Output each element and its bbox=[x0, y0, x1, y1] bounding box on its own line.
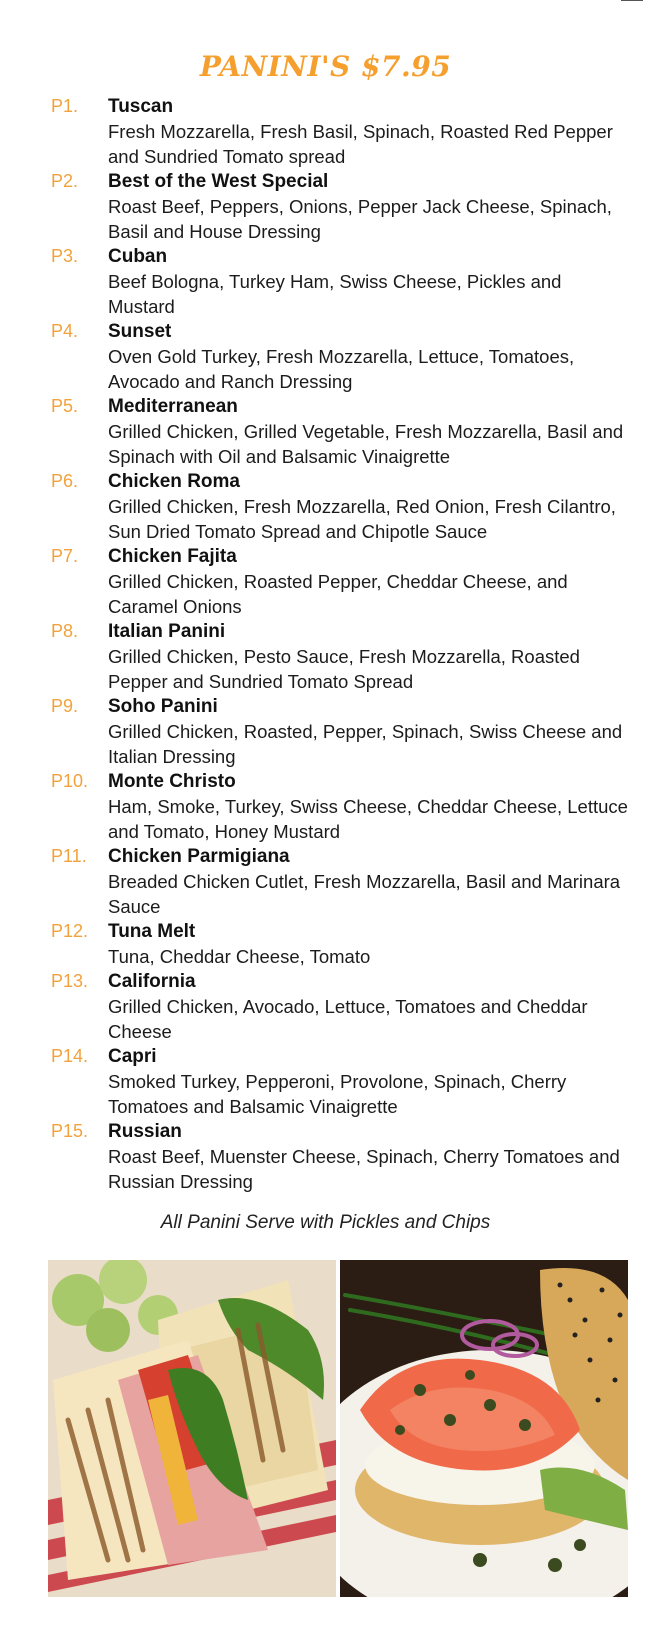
lox-bagel-illustration bbox=[340, 1260, 628, 1597]
item-body bbox=[108, 469, 628, 544]
item-name: Cuban bbox=[108, 246, 168, 267]
item-code: P6. bbox=[51, 471, 79, 491]
item-code: P12. bbox=[51, 921, 89, 941]
menu-item-p10 bbox=[48, 769, 628, 844]
panini-sandwich-photo bbox=[48, 1260, 336, 1597]
item-name: Chicken Fajita bbox=[108, 546, 237, 567]
item-code: P15. bbox=[51, 1121, 89, 1141]
lox-bagel-photo bbox=[340, 1260, 628, 1597]
item-description: Tuna, Cheddar Cheese, Tomato bbox=[108, 946, 371, 967]
menu-item-p8 bbox=[48, 619, 628, 694]
menu-item-p14 bbox=[48, 1044, 628, 1119]
menu-item-p15 bbox=[48, 1119, 628, 1194]
item-description: Smoked Turkey, Pepperoni, Provolone, Spinach, Cherry Tomatoes and Balsamic Vinaigrette bbox=[108, 1071, 567, 1117]
item-body bbox=[108, 544, 628, 619]
item-name: California bbox=[108, 971, 196, 992]
item-code: P8. bbox=[51, 621, 79, 641]
item-name: Tuscan bbox=[108, 96, 174, 117]
item-code: P5. bbox=[51, 396, 79, 416]
item-description: Grilled Chicken, Avocado, Lettuce, Tomatoes and Cheddar Cheese bbox=[108, 996, 588, 1042]
item-code: P1. bbox=[51, 96, 79, 116]
item-code: P13. bbox=[51, 971, 89, 991]
panini-sandwich-illustration bbox=[48, 1260, 336, 1597]
item-body bbox=[108, 769, 628, 844]
item-description: Grilled Chicken, Grilled Vegetable, Fresh Mozzarella, Basil and Spinach with Oil and Balsamic Vinaigrette bbox=[108, 421, 624, 467]
item-description: Grilled Chicken, Fresh Mozzarella, Red Onion, Fresh Cilantro, Sun Dried Tomato Spread and Chipotle Sauce bbox=[108, 496, 616, 542]
item-description: Grilled Chicken, Roasted Pepper, Cheddar Cheese, and Caramel Onions bbox=[108, 571, 568, 617]
serving-note: All Panini Serve with Pickles and Chips bbox=[160, 1212, 491, 1233]
item-name: Mediterranean bbox=[108, 396, 238, 417]
item-description: Fresh Mozzarella, Fresh Basil, Spinach, Roasted Red Pepper and Sundried Tomato spread bbox=[108, 121, 613, 167]
item-code: P2. bbox=[51, 171, 79, 191]
item-code: P11. bbox=[51, 846, 87, 866]
item-body bbox=[108, 169, 628, 244]
item-body bbox=[108, 919, 628, 969]
menu-item-p3 bbox=[48, 244, 628, 319]
item-name: Italian Panini bbox=[108, 621, 226, 642]
item-code: P4. bbox=[51, 321, 79, 341]
item-body bbox=[108, 694, 628, 769]
item-name: Tuna Melt bbox=[108, 921, 196, 942]
item-name: Best of the West Special bbox=[108, 171, 329, 192]
item-body bbox=[108, 94, 628, 169]
item-body bbox=[108, 1119, 628, 1194]
item-name: Capri bbox=[108, 1046, 157, 1067]
scan-corner-mark bbox=[621, 0, 643, 1]
item-body bbox=[108, 244, 628, 319]
item-description: Breaded Chicken Cutlet, Fresh Mozzarella, Basil and Marinara Sauce bbox=[108, 871, 621, 917]
menu-item-p12 bbox=[48, 919, 628, 969]
item-code: P9. bbox=[51, 696, 79, 716]
item-code: P14. bbox=[51, 1046, 89, 1066]
menu-item-p2 bbox=[48, 169, 628, 244]
menu-item-p13 bbox=[48, 969, 628, 1044]
item-name: Chicken Parmigiana bbox=[108, 846, 290, 867]
item-code: P3. bbox=[51, 246, 79, 266]
item-name: Monte Christo bbox=[108, 771, 236, 792]
item-description: Grilled Chicken, Pesto Sauce, Fresh Mozzarella, Roasted Pepper and Sundried Tomato Spread bbox=[108, 646, 580, 692]
item-body bbox=[108, 619, 628, 694]
item-description: Grilled Chicken, Roasted, Pepper, Spinach, Swiss Cheese and Italian Dressing bbox=[108, 721, 623, 767]
item-name: Chicken Roma bbox=[108, 471, 240, 492]
item-body bbox=[108, 844, 628, 919]
panini-menu-list bbox=[48, 94, 628, 1194]
item-body bbox=[108, 319, 628, 394]
item-code: P10. bbox=[51, 771, 89, 791]
food-photos bbox=[48, 1260, 628, 1597]
item-description: Beef Bologna, Turkey Ham, Swiss Cheese, Pickles and Mustard bbox=[108, 271, 562, 317]
item-description: Roast Beef, Peppers, Onions, Pepper Jack Cheese, Spinach, Basil and House Dressing bbox=[108, 196, 612, 242]
item-description: Ham, Smoke, Turkey, Swiss Cheese, Cheddar Cheese, Lettuce and Tomato, Honey Mustard bbox=[108, 796, 628, 842]
item-code: P7. bbox=[51, 546, 79, 566]
menu-item-p7 bbox=[48, 544, 628, 619]
item-body bbox=[108, 394, 628, 469]
item-name: Soho Panini bbox=[108, 696, 218, 717]
item-description: Oven Gold Turkey, Fresh Mozzarella, Lettuce, Tomatoes, Avocado and Ranch Dressing bbox=[108, 346, 575, 392]
menu-item-p11 bbox=[48, 844, 628, 919]
menu-title: PANINI'S $7.95 bbox=[199, 50, 452, 83]
item-body bbox=[108, 969, 628, 1044]
menu-item-p6 bbox=[48, 469, 628, 544]
menu-item-p9 bbox=[48, 694, 628, 769]
item-name: Russian bbox=[108, 1121, 182, 1142]
menu-item-p5 bbox=[48, 394, 628, 469]
item-name: Sunset bbox=[108, 321, 172, 342]
item-description: Roast Beef, Muenster Cheese, Spinach, Cherry Tomatoes and Russian Dressing bbox=[108, 1146, 620, 1192]
menu-item-p1 bbox=[48, 94, 628, 169]
item-body bbox=[108, 1044, 628, 1119]
menu-item-p4 bbox=[48, 319, 628, 394]
